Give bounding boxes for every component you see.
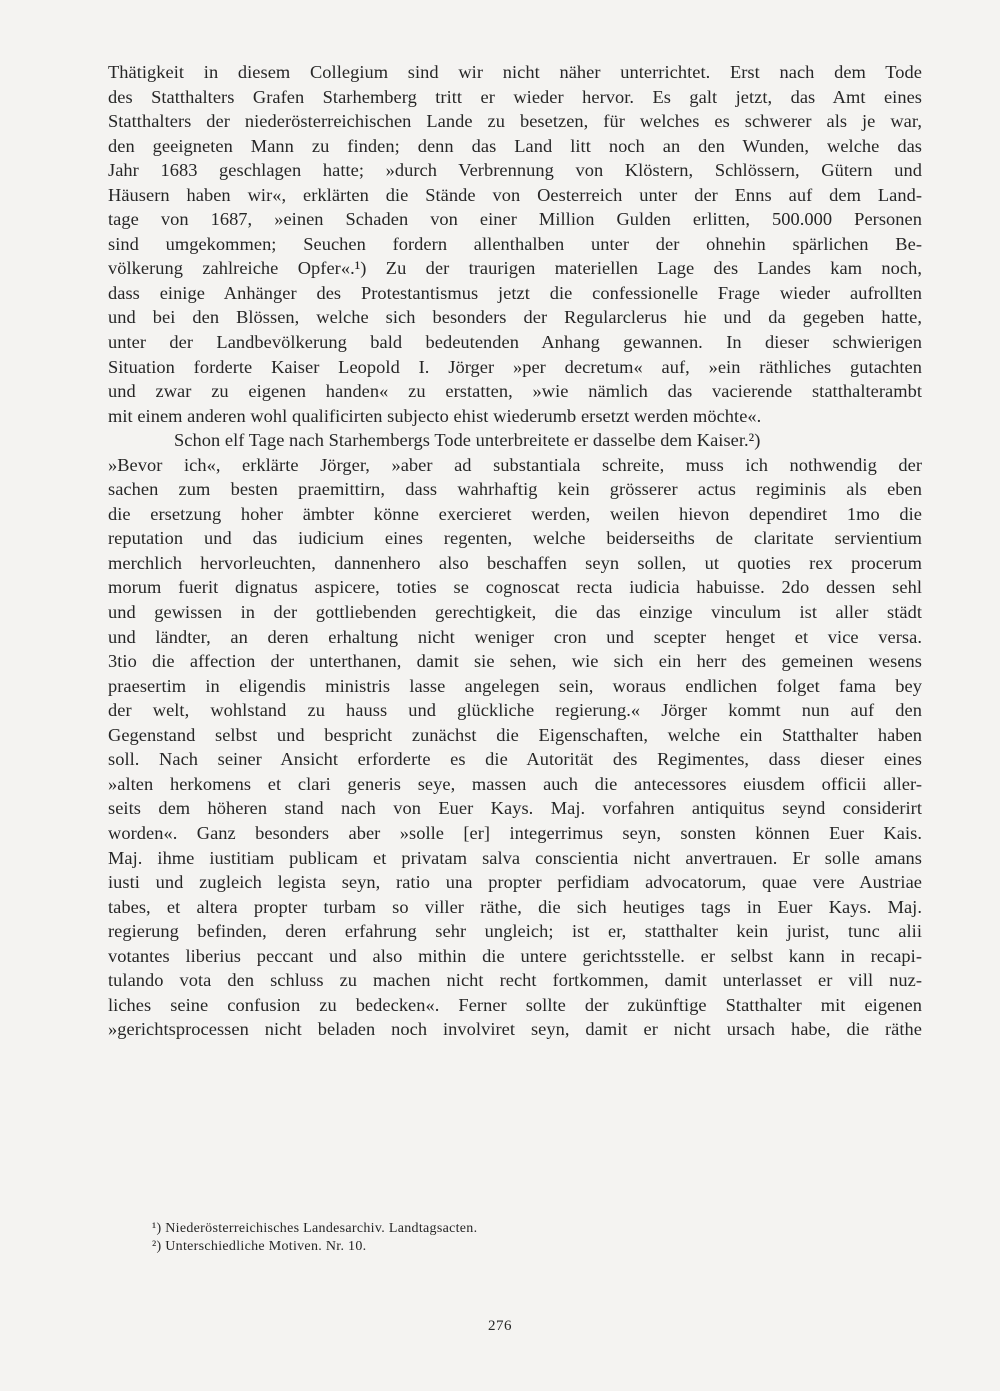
text-line: sachen zum besten praemittirn, dass wahrhaftig kein grösserer actus regiminis als eben [108, 479, 922, 500]
text-line: liches seine confusion zu bedecken«. Ferner sollte der zukünftige Statthalter mit eigenen [108, 994, 922, 1015]
text-line: tage von 1687, »einen Schaden von einer Million Gulden erlitten, 500.000 Personen [108, 209, 922, 230]
text-line: seits dem höheren stand nach von Euer Kays. Maj. vorfahren antiquitus seynd considerirt [108, 798, 922, 819]
text-line: praesertim in eligendis ministris lasse angelegen sein, woraus endlichen folget fama bey [108, 675, 922, 696]
text-line: Gegenstand selbst und bespricht zunächst die Eigenschaften, welche ein Statthalter haben [108, 724, 922, 745]
text-line: und zwar zu eigenen handen« zu erstatten, »wie nämlich das vacierende statthalterambt [108, 381, 922, 402]
text-line: iusti und zugleich legista seyn, ratio una propter perfidiam advocatorum, quae vere Austriae [108, 872, 922, 893]
footnote: ¹) Niederösterreichisches Landesarchiv. Landtagsacten. [152, 1221, 478, 1236]
text-line: Häusern haben wir«, erklärten die Stände von Oesterreich unter der Enns auf dem Land- [108, 184, 922, 205]
text-line: und ländter, an deren erhaltung nicht weniger cron und scepter henget et vice versa. [108, 626, 922, 647]
body-text [108, 60, 922, 1042]
text-line: morum fuerit dignatus aspicere, toties se cognoscat recta iudicia habuisse. 2do dessen sehl [108, 577, 922, 598]
page-number: 276 [488, 1318, 512, 1334]
text-line: merchlich hervorleuchten, dannenhero also beschaffen seyn sollen, ut quoties rex procerum [108, 552, 922, 573]
text-line: regierung befinden, deren erfahrung sehr ungleich; ist er, statthalter kein jurist, tunc alii [108, 921, 922, 942]
text-line: tulando vota den schluss zu machen nicht recht fortkommen, damit unterlasset er vill nuz- [108, 970, 922, 991]
text-line: den geeigneten Mann zu finden; denn das Land litt noch an den Wunden, welche das [108, 135, 922, 156]
text-line: Maj. ihme iustitiam publicam et privatam salva conscientia nicht anvertrauen. Er solle amans [108, 847, 922, 868]
text-line: völkerung zahlreiche Opfer«.¹) Zu der traurigen materiellen Lage des Landes kam noch, [108, 258, 922, 279]
text-line: 3tio die affection der unterthanen, damit sie sehen, wie sich ein herr des gemeinen wesens [108, 651, 922, 672]
text-line: Jahr 1683 geschlagen hatte; »durch Verbrennung von Klöstern, Schlössern, Gütern und [108, 160, 922, 181]
text-line: soll. Nach seiner Ansicht erforderte es die Autorität des Regimentes, dass dieser eines [108, 749, 922, 770]
text-line: »Bevor ich«, erklärte Jörger, »aber ad substantiala schreite, muss ich nothwendig der [108, 454, 922, 475]
text-line: Schon elf Tage nach Starhembergs Tode unterbreitete er dasselbe dem Kaiser.²) [174, 430, 761, 451]
text-line: mit einem anderen wohl qualificirten subjecto ehist wiederumb ersetzt werden möchte«. [108, 405, 762, 426]
text-line: Thätigkeit in diesem Collegium sind wir nicht näher unterrichtet. Erst nach dem Tode [108, 62, 922, 82]
text-line: »alten herkomens et clari generis seye, massen auch die antecessores eiusdem officii aller- [108, 773, 922, 794]
text-line: und bei den Blössen, welche sich besonders der Regularclerus hie und da gegeben hatte, [108, 307, 922, 328]
footnotes [152, 1220, 752, 1256]
text-line: unter der Landbevölkerung bald bedeutenden Anhang gewannen. In dieser schwierigen [108, 332, 922, 353]
text-line: Statthalters der niederösterreichischen Lande zu besetzen, für welches es schwerer als je war, [108, 111, 922, 132]
text-line: sind umgekommen; Seuchen fordern allenthalben unter der ohnehin spärlichen Be- [108, 233, 922, 254]
text-line: votantes liberius peccant und also mithin die untere gerichtsstelle. er selbst kann in recapi- [108, 945, 922, 966]
text-line: reputation und das iudicium eines regenten, welche beiderseiths de claritate servientium [108, 528, 922, 549]
text-line: die ersetzung hoher ämbter könne exercieret werden, weilen hievon dependiret 1mo die [108, 503, 922, 524]
text-line: des Statthalters Grafen Starhemberg tritt er wieder hervor. Es galt jetzt, das Amt eines [108, 86, 922, 107]
footnote: ²) Unterschiedliche Motiven. Nr. 10. [152, 1239, 367, 1254]
text-line: tabes, et altera propter turbam so viller räthe, die sich heutiges tags in Euer Kays. Maj. [108, 896, 922, 917]
text-line: der welt, wohlstand zu hauss und glückliche regierung.« Jörger kommt nun auf den [108, 700, 922, 721]
text-line: und gewissen in der gottliebenden gerechtigkeit, die das einzige vinculum ist aller städt [108, 602, 922, 623]
text-line: »gerichtsprocessen nicht beladen noch involviret seyn, damit er nicht ursach habe, die räthe [108, 1019, 922, 1040]
text-line: dass einige Anhänger des Protestantismus jetzt die confessionelle Frage wieder aufrollten [108, 282, 922, 303]
text-line: worden«. Ganz besonders aber »solle [er] integerrimus seyn, sonsten können Euer Kais. [108, 822, 922, 843]
text-line: Situation forderte Kaiser Leopold I. Jörger »per decretum« auf, »ein räthliches gutachten [108, 356, 922, 377]
